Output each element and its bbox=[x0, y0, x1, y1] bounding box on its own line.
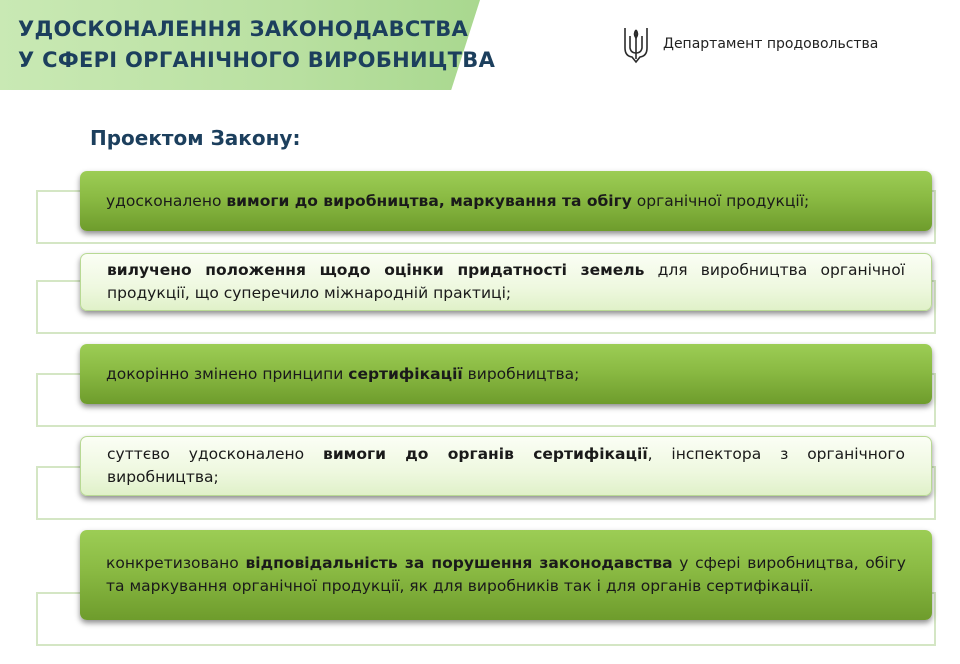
section-title: Проектом Закону: bbox=[90, 126, 301, 150]
list-item bbox=[80, 436, 932, 496]
department-name: Департамент продовольства bbox=[663, 36, 879, 52]
list-item-text: докорінно змінено принципи сертифікації виробництва; bbox=[106, 364, 580, 383]
page-title bbox=[18, 14, 495, 76]
list-item bbox=[80, 344, 932, 404]
list-item-text: конкретизовано відповідальність за порушення законодавства у сфері виробництва, обігу та маркування органічної продукції, як для виробників так і для органів сертифікації. bbox=[106, 554, 906, 595]
list-item-text: вилучено положення щодо оцінки придатності земель для виробництва органічної продукції, що суперечило міжнародній практиці; bbox=[107, 261, 905, 302]
page-title-line-2: У СФЕРІ ОРГАНІЧНОГО ВИРОБНИЦТВА bbox=[18, 48, 496, 72]
trident-icon bbox=[623, 26, 649, 64]
list-item bbox=[80, 253, 932, 311]
list-item-text: удосконалено вимоги до виробництва, маркування та обігу органічної продукції; bbox=[106, 191, 810, 210]
page-title-line-1: УДОСКОНАЛЕННЯ ЗАКОНОДАВСТВА bbox=[18, 17, 469, 41]
list-item bbox=[80, 530, 932, 620]
list-item bbox=[80, 171, 932, 231]
list-item-text: суттєво удосконалено вимоги до органів сертифікації, інспектора з органічного виробництва; bbox=[107, 445, 905, 486]
